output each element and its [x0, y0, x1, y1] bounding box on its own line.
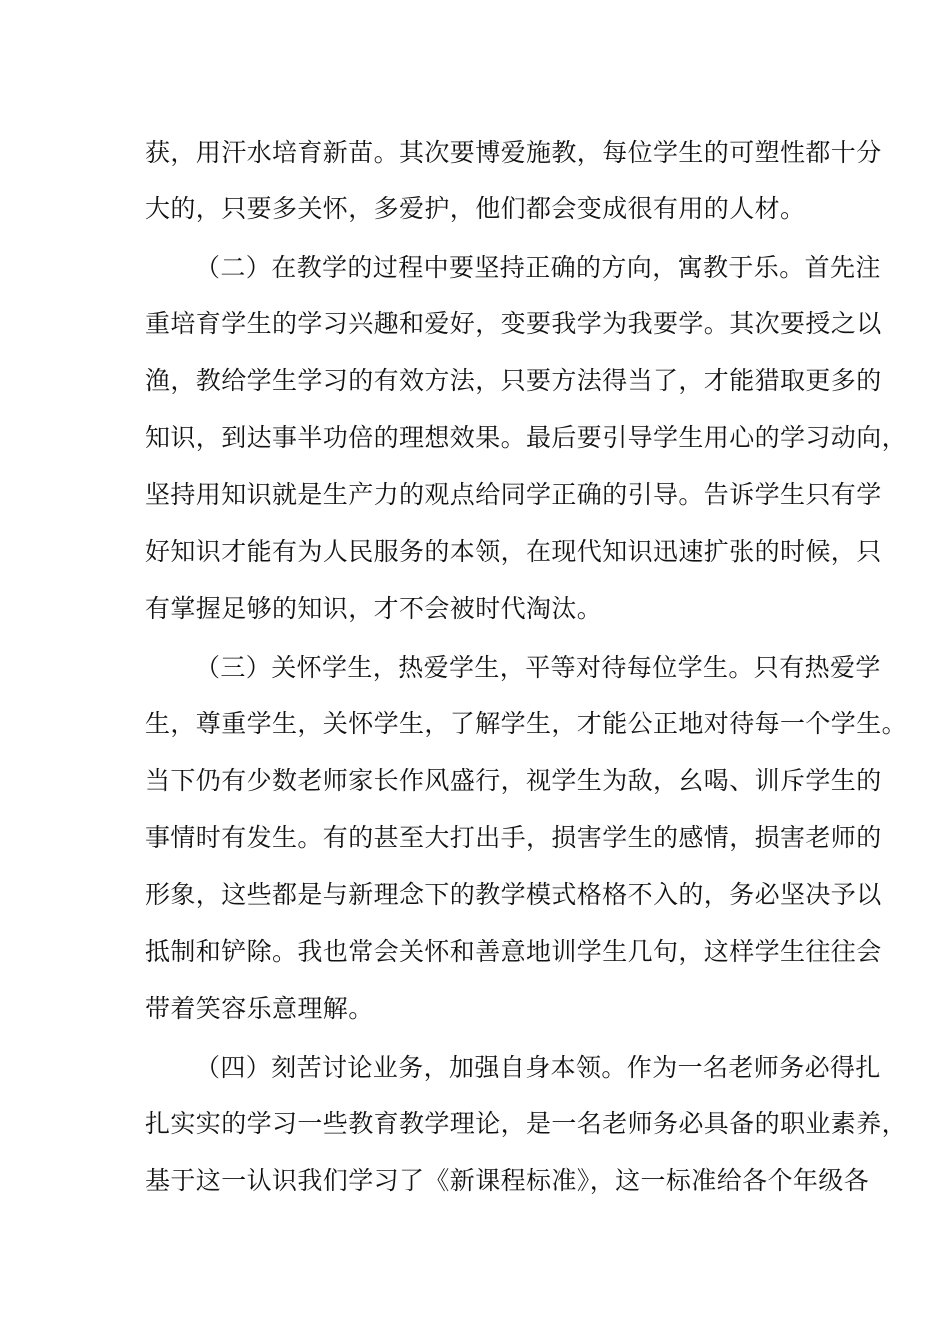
- text-line: 好知识才能有为人民服务的本领，在现代知识迅速扩张的时候，只: [145, 537, 882, 566]
- text-line: 知识，到达事半功倍的理想效果。最后要引导学生用心的学习动向，: [145, 423, 908, 452]
- text-line: 重培育学生的学习兴趣和爱好，变要我学为我要学。其次要授之以: [145, 309, 882, 338]
- text-line: 大的，只要多关怀，多爱护，他们都会变成很有用的人材。: [145, 194, 806, 223]
- text-line: 扎实实的学习一些教育教学理论，是一名老师务必具备的职业素养，: [145, 1109, 908, 1138]
- paragraph-3-start: （三）关怀学生，热爱学生，平等对待每位学生。只有热爱学: [195, 653, 881, 682]
- text-line: 带着笑容乐意理解。: [145, 994, 374, 1023]
- text-line: 坚持用知识就是生产力的观点给同学正确的引导。告诉学生只有学: [145, 480, 882, 509]
- text-line: 生，尊重学生，关怀学生，了解学生，才能公正地对待每一个学生。: [145, 709, 908, 738]
- paragraph-4-start: （四）刻苦讨论业务，加强自身本领。作为一名老师务必得扎: [195, 1053, 881, 1082]
- text-line: 渔，教给学生学习的有效方法，只要方法得当了，才能猎取更多的: [145, 366, 882, 395]
- text-line: 抵制和铲除。我也常会关怀和善意地训学生几句，这样学生往往会: [145, 937, 882, 966]
- text-line: 当下仍有少数老师家长作风盛行，视学生为敌，幺喝、训斥学生的: [145, 766, 882, 795]
- text-line: 形象，这些都是与新理念下的教学模式格格不入的，务必坚决予以: [145, 880, 882, 909]
- text-line: 事情时有发生。有的甚至大打出手，损害学生的感情，损害老师的: [145, 823, 882, 852]
- text-line: 获，用汗水培育新苗。其次要博爱施教，每位学生的可塑性都十分: [145, 138, 882, 167]
- paragraph-2-start: （二）在教学的过程中要坚持正确的方向，寓教于乐。首先注: [195, 253, 881, 282]
- text-line: 基于这一认识我们学习了《新课程标准》，这一标准给各个年级各: [145, 1166, 870, 1195]
- text-line: 有掌握足够的知识，才不会被时代淘汰。: [145, 594, 603, 623]
